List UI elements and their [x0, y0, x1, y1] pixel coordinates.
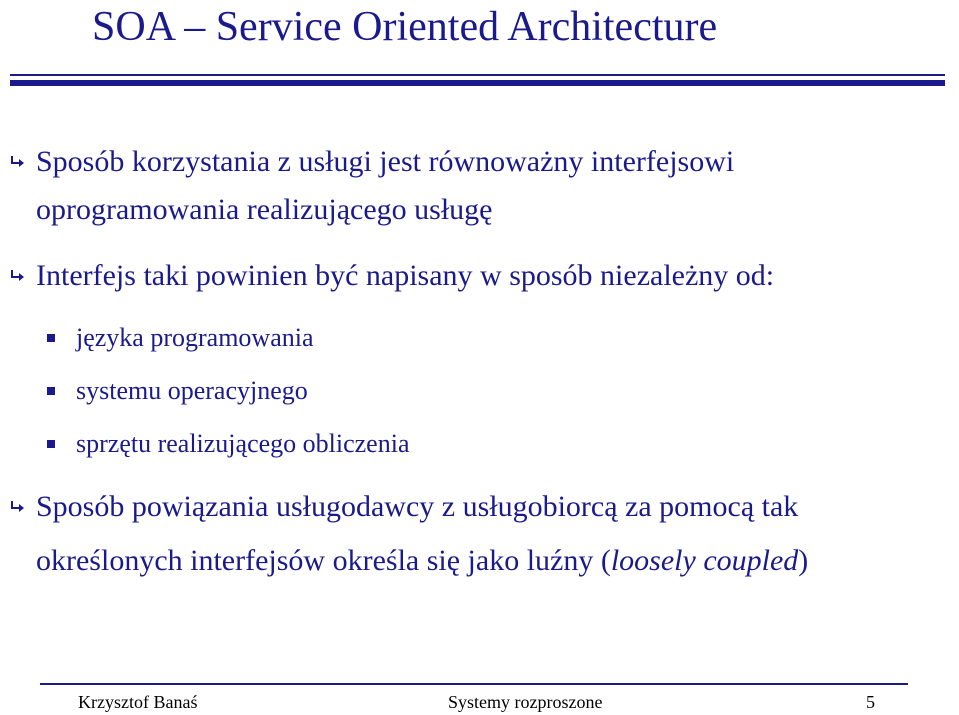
- bullet-3-line-2-close: ): [798, 544, 809, 577]
- arrow-bullet-icon: [10, 268, 26, 282]
- bullet-3-line-1: Sposób powiązania usługodawcy z usługobiorcą za pomocą tak: [36, 490, 799, 523]
- sub-bullet-os: systemu operacyjnego: [76, 376, 308, 405]
- bullet-3-line-2: [36, 537, 808, 585]
- bullet-1-line-2: oprogramowania realizującego usługę: [36, 193, 493, 226]
- loosely-coupled-term: loosely coupled: [610, 544, 799, 577]
- square-bullet-icon: [47, 387, 55, 395]
- slide-title: SOA – Service Oriented Architecture: [92, 4, 718, 50]
- arrow-bullet-icon: [10, 154, 26, 168]
- arrow-bullet-icon: [10, 499, 26, 513]
- footer-divider: [40, 683, 908, 685]
- footer-course: Systemy rozproszone: [448, 692, 603, 712]
- title-divider-thick: [10, 80, 945, 86]
- bullet-1-line-1: Sposób korzystania z usługi jest równoważny interfejsowi: [36, 145, 735, 178]
- square-bullet-icon: [47, 440, 55, 448]
- bullet-2: Interfejs taki powinien być napisany w sposób niezależny od:: [36, 259, 775, 292]
- title-divider-thin: [10, 74, 945, 76]
- sub-bullet-language: języka programowania: [76, 323, 314, 352]
- sub-bullet-hardware: sprzętu realizującego obliczenia: [76, 429, 410, 458]
- footer-page-number: 5: [866, 692, 875, 712]
- square-bullet-icon: [47, 334, 55, 342]
- footer-author: Krzysztof Banaś: [78, 692, 198, 712]
- bullet-3-line-2-text: określonych interfejsów określa się jako luźny (: [36, 544, 611, 577]
